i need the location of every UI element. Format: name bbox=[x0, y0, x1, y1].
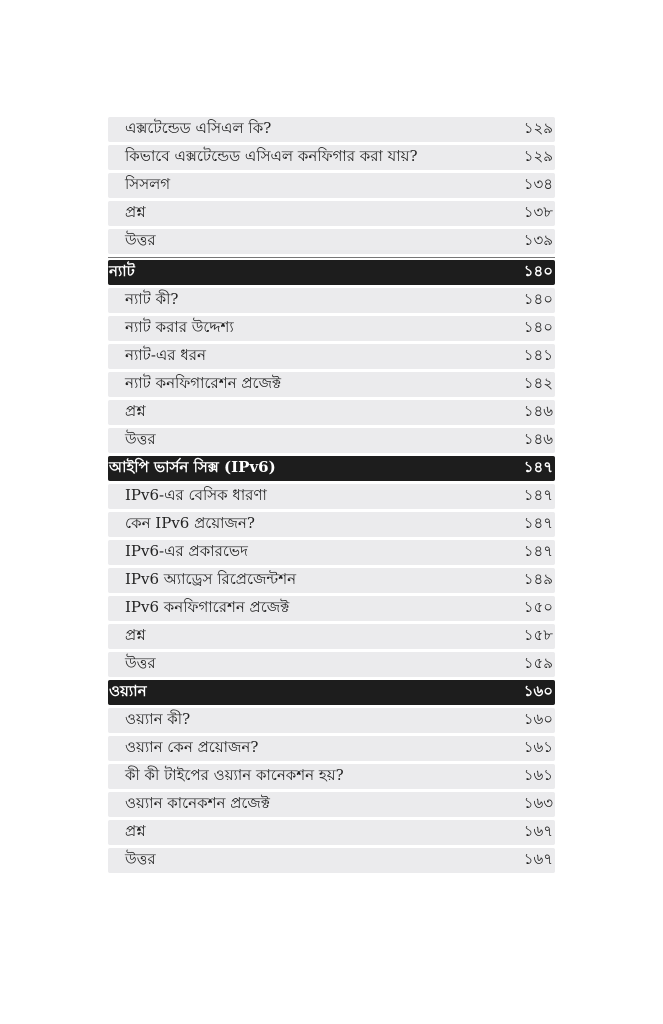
entry-label: কেন IPv6 প্রয়োজন? bbox=[125, 514, 255, 532]
chapter-heading[interactable] bbox=[108, 680, 555, 705]
entry-label: কী কী টাইপের ওয়্যান কানেকশন হয়? bbox=[125, 766, 344, 784]
chapter-heading[interactable] bbox=[108, 260, 555, 285]
entry-page: ১৩৯ bbox=[523, 231, 553, 249]
entry-page: ১২৯ bbox=[523, 119, 553, 137]
toc-entry[interactable] bbox=[108, 400, 555, 425]
chapter-page: ১৪০ bbox=[523, 262, 553, 280]
entry-page: ১৬৩ bbox=[523, 794, 553, 812]
entry-page: ১৬০ bbox=[523, 710, 553, 728]
entry-label: ওয়্যান কেন প্রয়োজন? bbox=[125, 738, 259, 756]
divider bbox=[108, 257, 555, 258]
toc-entry[interactable] bbox=[108, 540, 555, 565]
toc-entry[interactable] bbox=[108, 372, 555, 397]
entry-label: ন্যাট কী? bbox=[125, 290, 179, 308]
entry-label: সিসলগ bbox=[125, 175, 171, 193]
entry-label: প্রশ্ন bbox=[125, 203, 146, 221]
entry-page: ১৪৬ bbox=[523, 430, 553, 448]
toc-entry[interactable] bbox=[108, 288, 555, 313]
entry-page: ১৬৭ bbox=[523, 822, 553, 840]
entry-page: ১৫৯ bbox=[523, 654, 553, 672]
toc-entry[interactable] bbox=[108, 117, 555, 142]
toc-entry[interactable] bbox=[108, 708, 555, 733]
toc-entry[interactable] bbox=[108, 792, 555, 817]
chapter-page: ১৪৭ bbox=[523, 458, 553, 476]
entry-page: ১৫০ bbox=[523, 598, 553, 616]
toc-entry[interactable] bbox=[108, 848, 555, 873]
entry-page: ১৩৮ bbox=[523, 203, 553, 221]
table-of-contents bbox=[108, 117, 555, 876]
toc-entry[interactable] bbox=[108, 145, 555, 170]
entry-page: ১৪৭ bbox=[523, 514, 553, 532]
entry-page: ১২৯ bbox=[523, 147, 553, 165]
chapter-page: ১৬০ bbox=[523, 682, 553, 700]
entry-page: ১৩৪ bbox=[523, 175, 553, 193]
entry-page: ১৬১ bbox=[523, 738, 553, 756]
entry-label: IPv6 অ্যাড্রেস রিপ্রেজেন্টশন bbox=[125, 570, 297, 588]
entry-label: প্রশ্ন bbox=[125, 626, 146, 644]
entry-label: উত্তর bbox=[125, 231, 156, 249]
entry-page: ১৪৭ bbox=[523, 486, 553, 504]
entry-label: ওয়্যান কানেকশন প্রজেক্ট bbox=[125, 794, 270, 812]
chapter-heading[interactable] bbox=[108, 456, 555, 481]
toc-entry[interactable] bbox=[108, 820, 555, 845]
entry-page: ১৪০ bbox=[523, 290, 553, 308]
entry-page: ১৫৮ bbox=[523, 626, 553, 644]
toc-entry[interactable] bbox=[108, 512, 555, 537]
entry-label: প্রশ্ন bbox=[125, 822, 146, 840]
toc-entry[interactable] bbox=[108, 316, 555, 341]
toc-entry[interactable] bbox=[108, 652, 555, 677]
entry-label: কিভাবে এক্সটেন্ডেড এসিএল কনফিগার করা যায়? bbox=[125, 147, 418, 165]
entry-label: প্রশ্ন bbox=[125, 402, 146, 420]
chapter-title: ওয়্যান bbox=[109, 682, 147, 700]
toc-entry[interactable] bbox=[108, 173, 555, 198]
entry-label: উত্তর bbox=[125, 430, 156, 448]
toc-entry[interactable] bbox=[108, 229, 555, 254]
entry-label: ন্যাট কনফিগারেশন প্রজেক্ট bbox=[125, 374, 282, 392]
entry-label: ওয়্যান কী? bbox=[125, 710, 191, 728]
toc-entry[interactable] bbox=[108, 484, 555, 509]
toc-entry[interactable] bbox=[108, 736, 555, 761]
entry-page: ১৪১ bbox=[523, 346, 553, 364]
entry-label: ন্যাট করার উদ্দেশ্য bbox=[125, 318, 234, 336]
toc-entry[interactable] bbox=[108, 568, 555, 593]
toc-entry[interactable] bbox=[108, 596, 555, 621]
entry-page: ১৪০ bbox=[523, 318, 553, 336]
entry-page: ১৪৬ bbox=[523, 402, 553, 420]
entry-label: ন্যাট-এর ধরন bbox=[125, 346, 206, 364]
chapter-title: আইপি ভার্সন সিক্স (IPv6) bbox=[109, 458, 276, 476]
entry-label: এক্সটেন্ডেড এসিএল কি? bbox=[125, 119, 272, 137]
toc-entry[interactable] bbox=[108, 624, 555, 649]
toc-entry[interactable] bbox=[108, 344, 555, 369]
entry-label: IPv6 কনফিগারেশন প্রজেক্ট bbox=[125, 598, 290, 616]
entry-label: উত্তর bbox=[125, 850, 156, 868]
chapter-title: ন্যাট bbox=[109, 262, 135, 280]
entry-label: IPv6-এর প্রকারভেদ bbox=[125, 542, 248, 560]
toc-entry[interactable] bbox=[108, 201, 555, 226]
entry-page: ১৬১ bbox=[523, 766, 553, 784]
toc-entry[interactable] bbox=[108, 764, 555, 789]
entry-page: ১৪২ bbox=[523, 374, 553, 392]
entry-label: উত্তর bbox=[125, 654, 156, 672]
entry-label: IPv6-এর বেসিক ধারণা bbox=[125, 486, 267, 504]
entry-page: ১৬৭ bbox=[523, 850, 553, 868]
entry-page: ১৪৭ bbox=[523, 542, 553, 560]
entry-page: ১৪৯ bbox=[523, 570, 553, 588]
toc-entry[interactable] bbox=[108, 428, 555, 453]
